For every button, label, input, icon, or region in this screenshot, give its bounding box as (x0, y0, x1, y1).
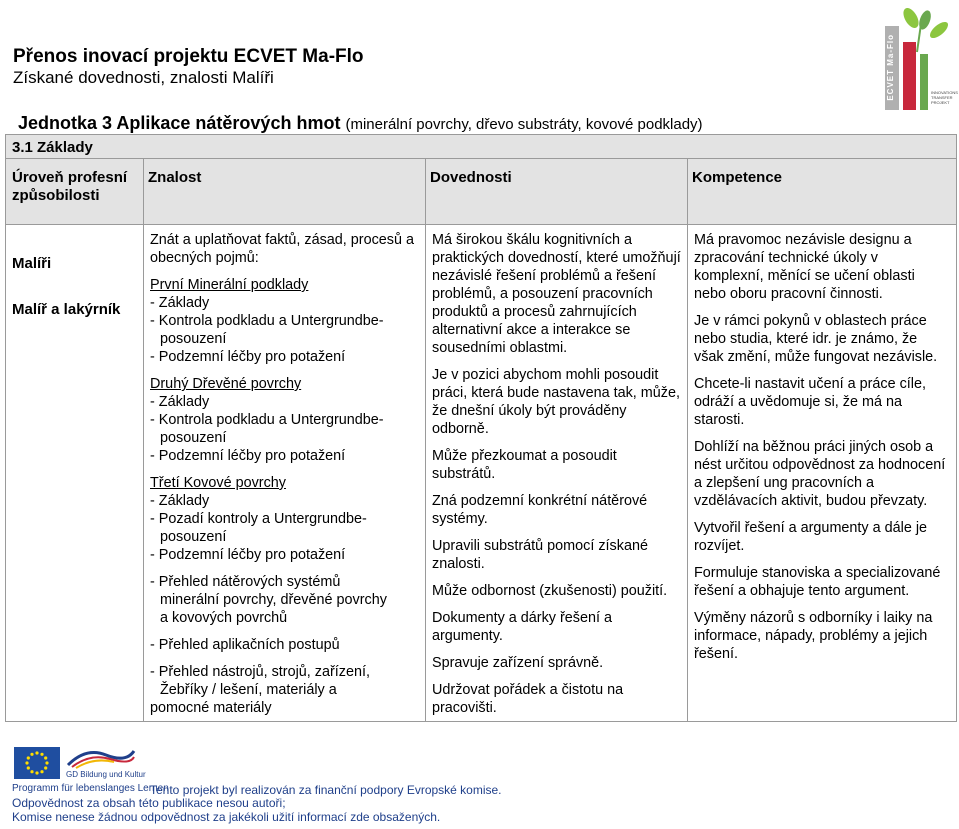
knowledge-item: - Základy (150, 295, 210, 311)
footer-line-1: Tento projekt byl realizován za finanční podpory Evropské komise. (150, 783, 502, 797)
dg-education-text: GD Bildung und Kultur (66, 770, 146, 779)
competence-item: Formuluje stanoviska a specializované řešení a obhajuje tento argument. (694, 565, 941, 599)
knowledge-item: - Přehled nátěrových systémů (150, 574, 341, 590)
skill-item: Spravuje zařízení správně. (432, 655, 604, 671)
knowledge-item: posouzení (160, 529, 227, 545)
footer-line-2: Odpovědnost za obsah této publikace nesou autoři; (12, 796, 286, 810)
skills-cell (426, 225, 688, 722)
eu-flag-icon (14, 747, 60, 779)
knowledge-item: - Základy (150, 394, 210, 410)
competence-item: Dohlíží na běžnou práci jiných osob a nést určitou odpovědnost za hodnocení a zlepšení ung pracovních a vzdělávacích aktivit, budou převzaty. (694, 439, 946, 509)
knowledge-group-title: Třetí Kovové povrchy (150, 475, 286, 491)
competence-table (5, 134, 957, 722)
unit-title (18, 113, 703, 134)
knowledge-item: - Základy (150, 493, 210, 509)
knowledge-item: posouzení (160, 430, 227, 446)
knowledge-group-title: První Minerální podklady (150, 277, 309, 293)
unit-title-sub: (minerální povrchy, dřevo substráty, kovové podklady) (345, 116, 703, 133)
knowledge-item: - Pozadí kontroly a Untergrundbe- (150, 511, 367, 527)
knowledge-item: - Podzemní léčby pro potažení (150, 547, 346, 563)
level-painters: Malíři (12, 255, 52, 272)
footer (0, 745, 959, 829)
logo-bar-red (903, 42, 916, 110)
ecvet-maflo-logo (881, 4, 958, 110)
knowledge-item: - Kontrola podkladu a Untergrundbe- (150, 313, 384, 329)
knowledge-item: a kovových povrchů (160, 610, 288, 626)
skill-item: Může přezkoumat a posoudit substrátů. (432, 448, 617, 482)
knowledge-item: Žebříky / lešení, materiály a (160, 682, 337, 698)
knowledge-item: - Podzemní léčby pro potažení (150, 349, 346, 365)
skill-item: Udržovat pořádek a čistotu na pracovišti. (432, 682, 624, 716)
knowledge-item: posouzení (160, 331, 227, 347)
section-title: 3.1 Základy (6, 135, 957, 159)
logo-bar-green (920, 54, 928, 110)
header-competence: Kompetence (688, 159, 957, 225)
skill-item: Může odbornost (zkušenosti) použití. (432, 583, 668, 599)
logo-text: ECVET Ma-Flo (886, 34, 895, 101)
competence-cell (688, 225, 957, 722)
document-title: Přenos inovací projektu ECVET Ma-Flo (13, 46, 364, 67)
knowledge-item: - Podzemní léčby pro potažení (150, 448, 346, 464)
competence-item: Je v rámci pokynů v oblastech práce nebo studia, které idr. je známo, že však změní, může fungovat nezávisle. (694, 313, 938, 365)
skill-item: Zná podzemní konkrétní nátěrové systémy. (432, 493, 648, 527)
knowledge-intro: Znát a uplatňovat faktů, zásad, procesů a obecných pojmů: (150, 232, 414, 266)
competence-item: Výměny názorů s odborníky i laiky na informace, nápady, problémy a jejich řešení. (694, 610, 933, 662)
competence-item: Má pravomoc nezávisle designu a zpracování technické úkoly v komplexní, měnící se učení oblasti nebo oboru pracovní činnosti. (694, 232, 915, 302)
knowledge-item: - Kontrola podkladu a Untergrundbe- (150, 412, 384, 428)
header-knowledge: Znalost (144, 159, 426, 225)
header-level: Úroveň profesní způsobilosti (6, 159, 144, 225)
knowledge-item: - Přehled nástrojů, strojů, zařízení, (150, 664, 370, 680)
footer-line-3: Komise nenese žádnou odpovědnost za jakékoli užití informací zde obsažených. (12, 810, 441, 824)
knowledge-item: minerální povrchy, dřevěné povrchy (160, 592, 387, 608)
skill-item: Má širokou škálu kognitivních a praktických dovedností, které umožňují nezávislé řešení problémů a řešení problémů, a posouzení pracovních produktů a procesů zahrnujících alternativní akce a interakce se sousedními oblastmi. (432, 232, 681, 356)
level-painter-decorator: Malíř a lakýrník (12, 301, 121, 318)
programme-text: Programm für lebenslanges Lernen (12, 783, 169, 794)
skill-item: Dokumenty a dárky řešení a argumenty. (432, 610, 612, 644)
skill-item: Upravili substrátů pomocí získané znalosti. (432, 538, 648, 572)
competence-item: Chcete-li nastavit učení a práce cíle, odráží a uvědomuje si, že má na starosti. (694, 376, 926, 428)
knowledge-group-title: Druhý Dřevěné povrchy (150, 376, 302, 392)
knowledge-item: - Přehled aplikačních postupů (150, 637, 340, 653)
competence-item: Vytvořil řešení a argumenty a dále je rozvíjet. (694, 520, 928, 554)
knowledge-cell (144, 225, 426, 722)
header-skills: Dovednosti (426, 159, 688, 225)
unit-title-main: Jednotka 3 Aplikace nátěrových hmot (18, 113, 341, 133)
knowledge-item: pomocné materiály (150, 700, 272, 716)
document-subtitle: Získané dovednosti, znalosti Malíři (13, 68, 274, 87)
logo-small-text: INNOVATIONS TRANSFER PROJEKT (931, 90, 958, 105)
skill-item: Je v pozici abychom mohli posoudit práci, která bude nastavena tak, může, že dnešní úkoly být prováděny odborně. (432, 367, 680, 437)
level-cell (6, 225, 144, 722)
